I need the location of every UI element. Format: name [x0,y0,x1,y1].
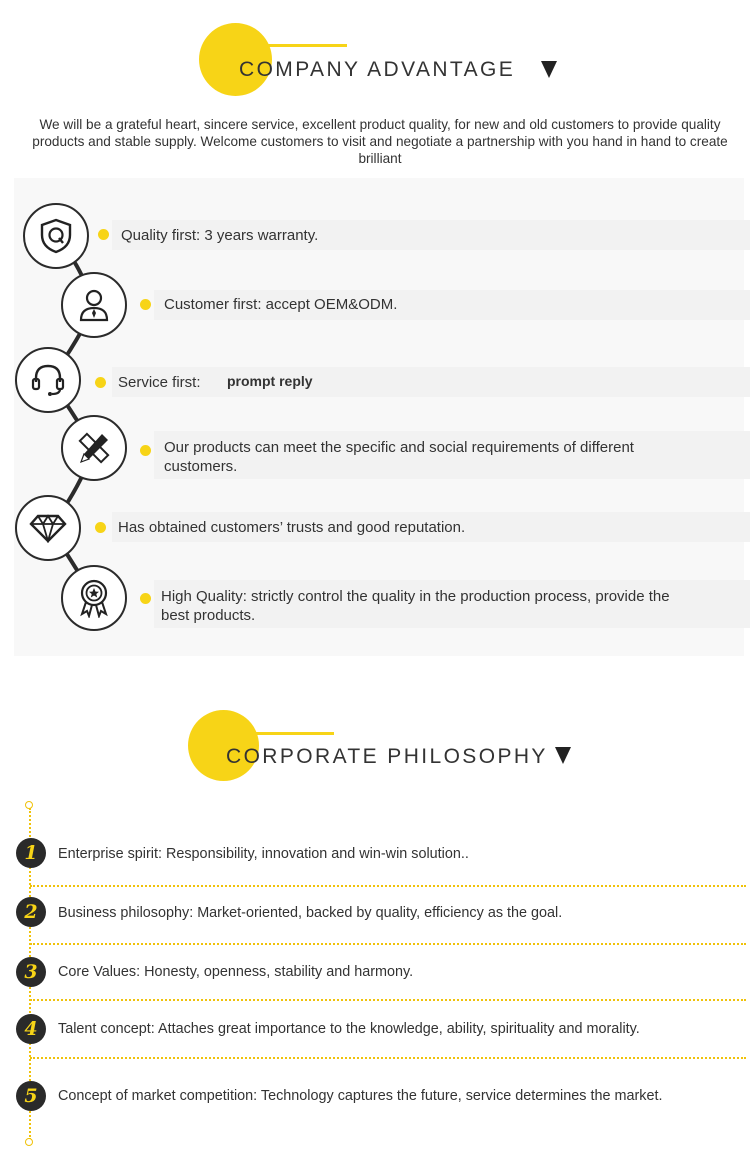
advantage-item-3-text: Service first: [118,374,201,391]
shield-q-icon [39,218,73,254]
advantage-item-4-badge [61,415,127,481]
dotted-separator [30,999,746,1001]
philosophy-number-5: 5 [16,1081,46,1111]
advantage-intro: We will be a grateful heart, sincere service, excellent product quality, for new and old customers to provide quality products and stable supply. Welcome customers to visit and negotiate a partnership with you hand in hand to create brilliant [32,117,728,166]
philosophy-number-1: 1 [16,838,46,868]
advantage-item-3-bold: prompt reply [227,373,313,389]
dotted-separator [30,943,746,945]
item-bar [112,367,750,397]
advantage-item-6-badge [61,565,127,631]
advantage-item-1-text: Quality first: 3 years warranty. [121,227,319,244]
bullet-dot [95,377,106,388]
advantage-item-5-text: Has obtained customers’ trusts and good reputation. [118,519,466,536]
philosophy-number-2: 2 [16,897,46,927]
award-badge-icon [76,578,112,618]
dotted-separator [30,1057,746,1059]
bullet-dot [140,445,151,456]
philosophy-item-2-text: Business philosophy: Market-oriented, backed by quality, efficiency as the goal. [58,905,563,921]
customer-icon [77,287,111,323]
philosophy-item-4-text: Talent concept: Attaches great importance to the knowledge, ability, spirituality and morality. [58,1021,640,1037]
advantage-item-2-text: Customer first: accept OEM&ODM. [164,296,398,313]
philosophy-number-4: 4 [16,1014,46,1044]
advantage-item-1-badge [23,203,89,269]
heading-line-decoration [246,732,334,735]
triangle-down-icon [541,61,557,78]
philosophy-number-3: 3 [16,957,46,987]
advantage-item-2-badge [61,272,127,338]
dotted-separator [30,885,746,887]
diamond-icon [29,513,67,543]
timeline-end-ring [25,1138,33,1146]
headset-icon [30,362,66,398]
philosophy-item-3-text: Core Values: Honesty, openness, stability and harmony. [58,964,414,980]
bullet-dot [140,593,151,604]
advantage-title: COMPANY ADVANTAGE [239,58,516,81]
advantage-item-4-text: Our products can meet the specific and social requirements of different customers. [164,439,634,475]
timeline-start-ring [25,801,33,809]
bullet-dot [140,299,151,310]
advantage-item-6-text: High Quality: strictly control the quality in the production process, provide the best products. [161,588,670,624]
advantage-item-5-badge [15,495,81,561]
advantage-item-3-badge [15,347,81,413]
bullet-dot [95,522,106,533]
bullet-dot [98,229,109,240]
triangle-down-icon [555,747,571,764]
philosophy-title: CORPORATE PHILOSOPHY [226,745,548,768]
heading-line-decoration [258,44,347,47]
philosophy-item-5-text: Concept of market competition: Technology captures the future, service determines the market. [58,1088,663,1104]
philosophy-item-1-text: Enterprise spirit: Responsibility, innovation and win-win solution.. [58,846,469,862]
pencil-ruler-icon [75,429,113,467]
